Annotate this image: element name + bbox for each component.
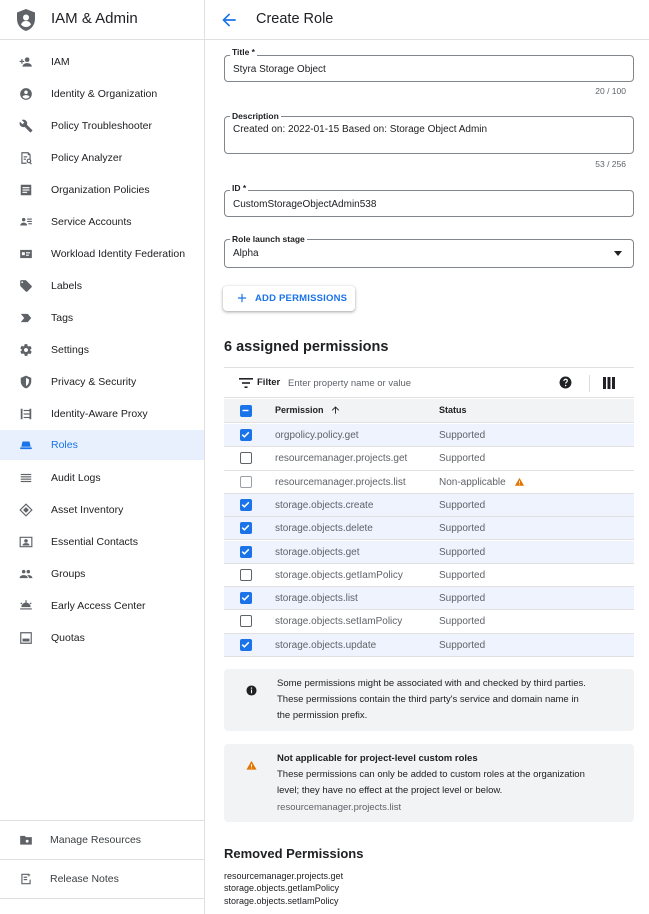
sidebar-item-label: IAM (51, 56, 70, 68)
release-notes-icon (19, 872, 33, 886)
sidebar-item-label: Labels (51, 280, 82, 292)
select-all-checkbox[interactable] (240, 405, 252, 417)
sidebar-item-settings[interactable] (0, 335, 204, 365)
sidebar (0, 0, 205, 914)
sidebar-item-policy-troubleshooter[interactable] (0, 111, 204, 141)
sidebar-item-label: Groups (51, 568, 86, 580)
permission-name: storage.objects.list (275, 593, 358, 605)
plus-icon (235, 291, 249, 305)
lines-icon (19, 471, 33, 485)
permission-status: Non-applicable (439, 476, 506, 488)
sidebar-item-privacy-security[interactable] (0, 367, 204, 397)
permission-name: storage.objects.create (275, 499, 374, 511)
hat-icon (19, 438, 33, 452)
sidebar-item-label: Quotas (51, 632, 85, 644)
manage-resources-label: Manage Resources (50, 834, 142, 846)
permission-status: Supported (439, 523, 486, 535)
table-header-row (224, 399, 634, 423)
table-row[interactable] (224, 517, 634, 540)
help-icon[interactable] (559, 376, 572, 389)
filter-icon (239, 377, 253, 389)
permission-name: storage.objects.getIamPolicy (275, 569, 403, 581)
table-row[interactable] (224, 424, 634, 447)
table-row[interactable] (224, 447, 634, 470)
checkmark-icon (241, 593, 250, 602)
sidebar-item-service-accounts[interactable] (0, 207, 204, 237)
warning-title: Not applicable for project-level custom roles (277, 753, 478, 764)
dropdown-arrow-icon (614, 251, 622, 256)
row-checkbox[interactable] (240, 499, 252, 511)
warning-permission: resourcemanager.projects.list (277, 802, 402, 813)
page-header (205, 0, 649, 40)
sidebar-item-label: Service Accounts (51, 216, 132, 228)
sidebar-item-iam[interactable] (0, 47, 204, 77)
permission-status: Supported (439, 453, 486, 465)
person-add-icon (19, 55, 33, 69)
sidebar-item-organization-policies[interactable] (0, 175, 204, 205)
removed-permissions-heading: Removed Permissions (224, 846, 364, 861)
sidebar-item-essential-contacts[interactable] (0, 527, 204, 557)
table-row[interactable] (224, 564, 634, 587)
checkmark-icon (241, 523, 250, 532)
permission-name: storage.objects.update (275, 639, 377, 651)
row-checkbox[interactable] (240, 546, 252, 558)
toolbar-divider (589, 375, 590, 392)
list-box-icon (19, 183, 33, 197)
table-row[interactable] (224, 634, 634, 657)
add-permissions-label: ADD PERMISSIONS (255, 293, 348, 304)
proxy-icon (19, 407, 33, 421)
permission-status: Supported (439, 546, 486, 558)
arrow-back-icon[interactable] (219, 10, 239, 30)
warning-line-2: level; they have no effect at the project level or below. (277, 785, 503, 796)
chevron-tag-icon (19, 311, 33, 325)
title-value: Styra Storage Object (233, 64, 326, 75)
row-checkbox[interactable] (240, 522, 252, 534)
sidebar-item-label: Privacy & Security (51, 376, 137, 388)
permission-status: Supported (439, 593, 486, 605)
iam-shield-icon (15, 8, 37, 32)
sidebar-item-identity-organization[interactable] (0, 79, 204, 109)
folder-gear-icon (19, 833, 33, 847)
not-applicable-warning-box (224, 744, 634, 822)
warning-icon (246, 760, 257, 771)
removed-item: storage.objects.setIamPolicy (224, 896, 339, 906)
tag-icon (19, 279, 33, 293)
filter-input[interactable] (288, 373, 538, 393)
info-line-1: Some permissions might be associated with and checked by third parties. (277, 678, 586, 689)
sidebar-item-roles[interactable] (0, 430, 204, 460)
manage-resources-link[interactable] (0, 821, 204, 859)
removed-item: resourcemanager.projects.get (224, 871, 344, 881)
info-icon (246, 685, 257, 696)
create-role-form (205, 41, 649, 914)
diamond-icon (19, 503, 33, 517)
sidebar-item-label: Essential Contacts (51, 536, 138, 548)
permission-status: Supported (439, 430, 486, 441)
gear-icon (19, 343, 33, 357)
service-account-icon (19, 215, 33, 229)
filter-label: Filter (257, 377, 281, 388)
add-permissions-button[interactable] (223, 286, 355, 311)
sort-arrow-up-icon[interactable] (330, 404, 341, 416)
permission-status: Supported (439, 639, 486, 651)
permission-status: Supported (439, 569, 486, 581)
stage-value: Alpha (233, 248, 259, 259)
permission-status: Supported (439, 499, 486, 511)
permission-name: storage.objects.setIamPolicy (275, 616, 403, 628)
release-notes-link[interactable] (0, 860, 204, 898)
table-row[interactable] (224, 610, 634, 633)
sidebar-item-label: Tags (51, 312, 74, 324)
sidebar-item-quotas[interactable] (0, 623, 204, 653)
title-field[interactable] (224, 55, 634, 82)
permissions-heading: 6 assigned permissions (224, 339, 389, 355)
stage-label: Role launch stage (232, 234, 305, 244)
column-display-icon[interactable] (603, 377, 615, 389)
third-party-info-box (224, 669, 634, 731)
sidebar-divider (0, 898, 204, 899)
permission-status: Supported (439, 616, 486, 628)
table-row[interactable] (224, 494, 634, 517)
wrench-icon (19, 119, 33, 133)
info-line-2: These permissions contain the third party's service and domain name in (277, 694, 579, 705)
sidebar-item-label: Organization Policies (51, 184, 150, 196)
warning-icon (514, 477, 525, 487)
checkmark-icon (241, 500, 250, 509)
title-counter: 20 / 100 (595, 86, 626, 96)
row-checkbox[interactable] (240, 476, 252, 488)
sidebar-item-label: Roles (51, 439, 78, 451)
permission-name: storage.objects.delete (275, 523, 373, 535)
sidebar-item-label: Audit Logs (51, 472, 101, 484)
description-value: Created on: 2022-01-15 Based on: Storage Object Admin (233, 124, 488, 135)
sidebar-item-asset-inventory[interactable] (0, 495, 204, 525)
info-line-3: the permission prefix. (277, 710, 368, 721)
table-row[interactable] (224, 587, 634, 610)
row-checkbox[interactable] (240, 615, 252, 627)
permission-name: resourcemanager.projects.get (275, 453, 408, 465)
permission-name: resourcemanager.projects.list (275, 476, 406, 488)
id-value: CustomStorageObjectAdmin538 (233, 199, 377, 210)
row-checkbox[interactable] (240, 569, 252, 581)
release-notes-label: Release Notes (50, 873, 119, 885)
app-title: IAM & Admin (51, 10, 138, 27)
sidebar-item-label: Policy Analyzer (51, 152, 123, 164)
warning-line-1: These permissions can only be added to custom roles at the organization (277, 769, 585, 780)
row-checkbox[interactable] (240, 592, 252, 604)
account-circle-icon (19, 87, 33, 101)
permission-name: storage.objects.get (275, 546, 360, 558)
removed-item: storage.objects.getIamPolicy (224, 883, 340, 893)
id-field[interactable] (224, 190, 634, 217)
id-card-icon (19, 247, 33, 261)
sidebar-item-label: Policy Troubleshooter (51, 120, 152, 132)
sidebar-item-label: Identity-Aware Proxy (51, 408, 148, 420)
sidebar-item-early-access-center[interactable] (0, 591, 204, 621)
contact-card-icon (19, 535, 33, 549)
shield-icon (19, 375, 33, 389)
sidebar-item-tags[interactable] (0, 303, 204, 333)
row-checkbox[interactable] (240, 429, 252, 441)
id-label: ID * (232, 183, 247, 193)
sidebar-item-identity-aware-proxy[interactable] (0, 399, 204, 429)
policy-analyzer-icon (19, 151, 33, 165)
indeterminate-icon (241, 406, 250, 415)
sidebar-item-label: Settings (51, 344, 89, 356)
page-title: Create Role (256, 11, 334, 27)
group-icon (19, 567, 33, 581)
sidebar-item-label: Identity & Organization (51, 88, 158, 100)
quota-icon (19, 631, 33, 645)
early-access-icon (19, 599, 33, 613)
table-row[interactable] (224, 541, 634, 564)
description-field[interactable] (224, 116, 634, 154)
permission-column-header[interactable]: Permission (275, 405, 324, 415)
sidebar-item-label: Early Access Center (51, 600, 146, 612)
checkmark-icon (241, 547, 250, 556)
status-column-header[interactable]: Status (439, 405, 467, 415)
sidebar-item-audit-logs[interactable] (0, 463, 204, 493)
description-counter: 53 / 256 (595, 159, 626, 169)
row-checkbox[interactable] (240, 452, 252, 464)
checkmark-icon (241, 430, 250, 439)
sidebar-item-label: Workload Identity Federation (51, 248, 186, 260)
sidebar-item-groups[interactable] (0, 559, 204, 589)
sidebar-item-policy-analyzer[interactable] (0, 143, 204, 173)
permission-name: orgpolicy.policy.get (275, 430, 359, 441)
sidebar-item-labels[interactable] (0, 271, 204, 301)
filter-bar (224, 367, 634, 398)
row-checkbox[interactable] (240, 639, 252, 651)
sidebar-header (0, 0, 204, 40)
checkmark-icon (241, 640, 250, 649)
title-label: Title * (232, 47, 255, 57)
sidebar-item-workload-identity-federation[interactable] (0, 239, 204, 269)
sidebar-item-label: Asset Inventory (51, 504, 124, 516)
table-row[interactable] (224, 471, 634, 494)
description-label: Description (232, 111, 279, 121)
